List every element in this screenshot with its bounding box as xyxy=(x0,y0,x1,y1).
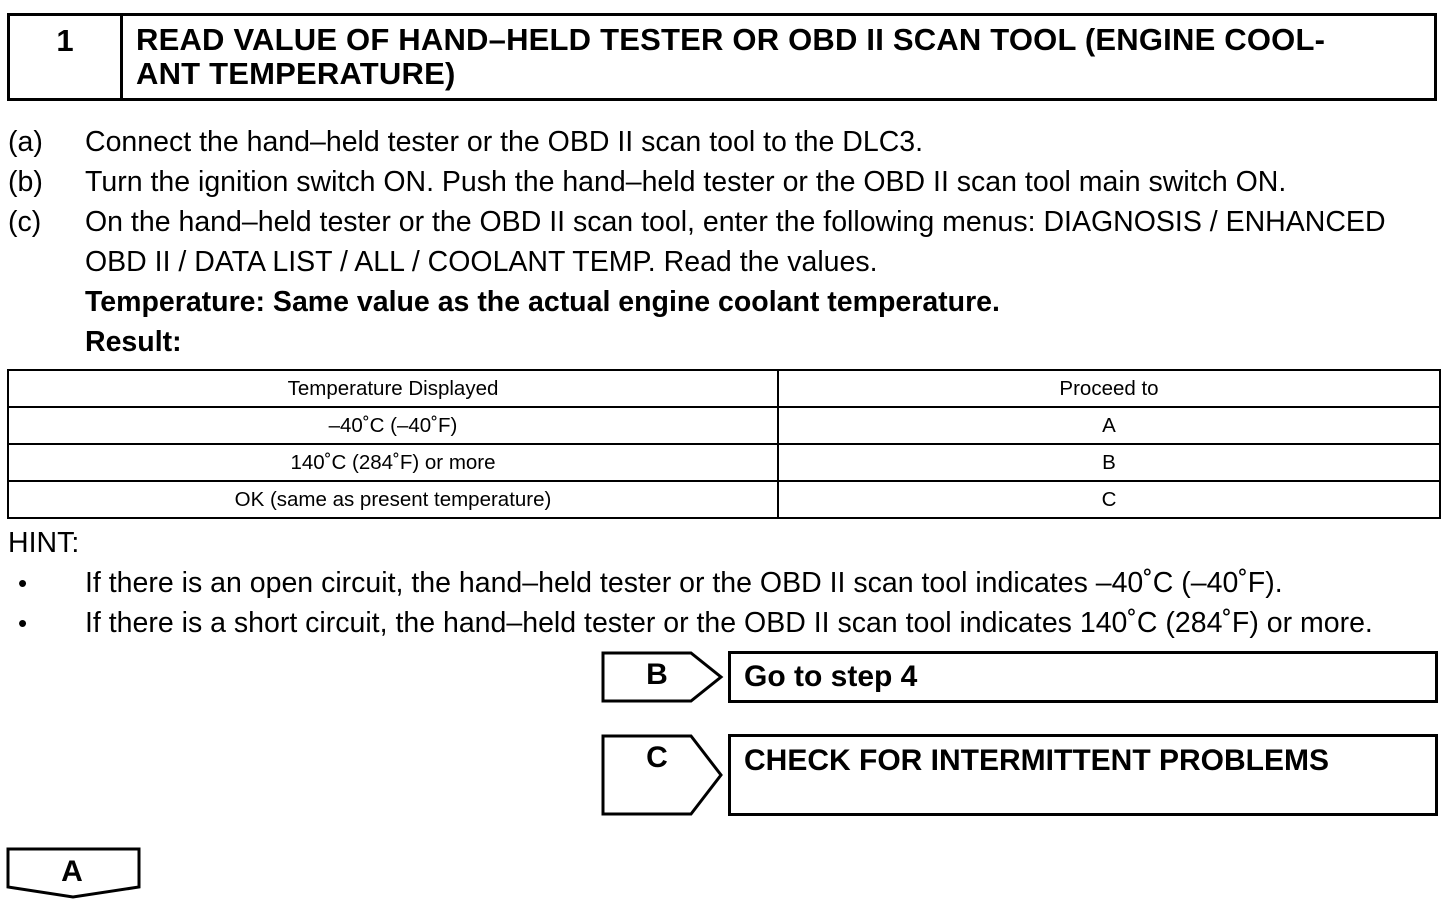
table-row xyxy=(8,407,1440,444)
table-cell: B xyxy=(778,444,1440,481)
step-title-line-2: ANT TEMPERATURE) xyxy=(136,56,456,91)
table-cell: 140˚C (284˚F) or more xyxy=(8,444,778,481)
table-header-cell: Temperature Displayed xyxy=(8,370,778,407)
instruction-c-label: (c) xyxy=(8,206,42,238)
spec-text: Temperature: Same value as the actual engine coolant temperature. xyxy=(85,286,1000,318)
bullet-icon: • xyxy=(18,608,28,638)
flow-a-label: A xyxy=(61,855,83,888)
table-cell: OK (same as present temperature) xyxy=(8,481,778,518)
flow-b-label: B xyxy=(646,658,668,691)
table-row xyxy=(8,444,1440,481)
table-row xyxy=(8,481,1440,518)
table-cell: A xyxy=(778,407,1440,444)
hint-item: If there is a short circuit, the hand–held tester or the OBD II scan tool indicates 140˚C (284˚F) or more. xyxy=(85,607,1373,639)
result-table xyxy=(7,369,1441,519)
instruction-a-label: (a) xyxy=(8,126,43,158)
flow-b-action-text: Go to step 4 xyxy=(744,660,918,693)
result-label: Result: xyxy=(85,326,182,358)
step-title xyxy=(136,23,1426,91)
instruction-b-text: Turn the ignition switch ON. Push the hand–held tester or the OBD II scan tool main switch ON. xyxy=(85,166,1287,198)
table-header-cell: Proceed to xyxy=(778,370,1440,407)
flow-b-action xyxy=(728,651,1438,703)
bullet-icon: • xyxy=(18,568,28,598)
step-number: 1 xyxy=(10,16,123,98)
instruction-a-text: Connect the hand–held tester or the OBD II scan tool to the DLC3. xyxy=(85,126,924,158)
table-cell: C xyxy=(778,481,1440,518)
hint-item: If there is an open circuit, the hand–held tester or the OBD II scan tool indicates –40˚C (–40˚F). xyxy=(85,567,1283,599)
flow-c-action xyxy=(728,734,1438,816)
instruction-c-text-cont: OBD II / DATA LIST / ALL / COOLANT TEMP. Read the values. xyxy=(85,246,878,278)
step-header xyxy=(7,13,1437,101)
step-title-line-1: READ VALUE OF HAND–HELD TESTER OR OBD II SCAN TOOL (ENGINE COOL- xyxy=(136,22,1326,57)
instruction-c-text: On the hand–held tester or the OBD II scan tool, enter the following menus: DIAGNOSIS / ENHANCED xyxy=(85,206,1386,238)
hint-title: HINT: xyxy=(8,527,80,559)
instruction-b-label: (b) xyxy=(8,166,43,198)
table-header-row xyxy=(8,370,1440,407)
flow-c-action-text: CHECK FOR INTERMITTENT PROBLEMS xyxy=(744,744,1329,777)
table-cell: –40˚C (–40˚F) xyxy=(8,407,778,444)
flow-c-label: C xyxy=(646,741,668,774)
